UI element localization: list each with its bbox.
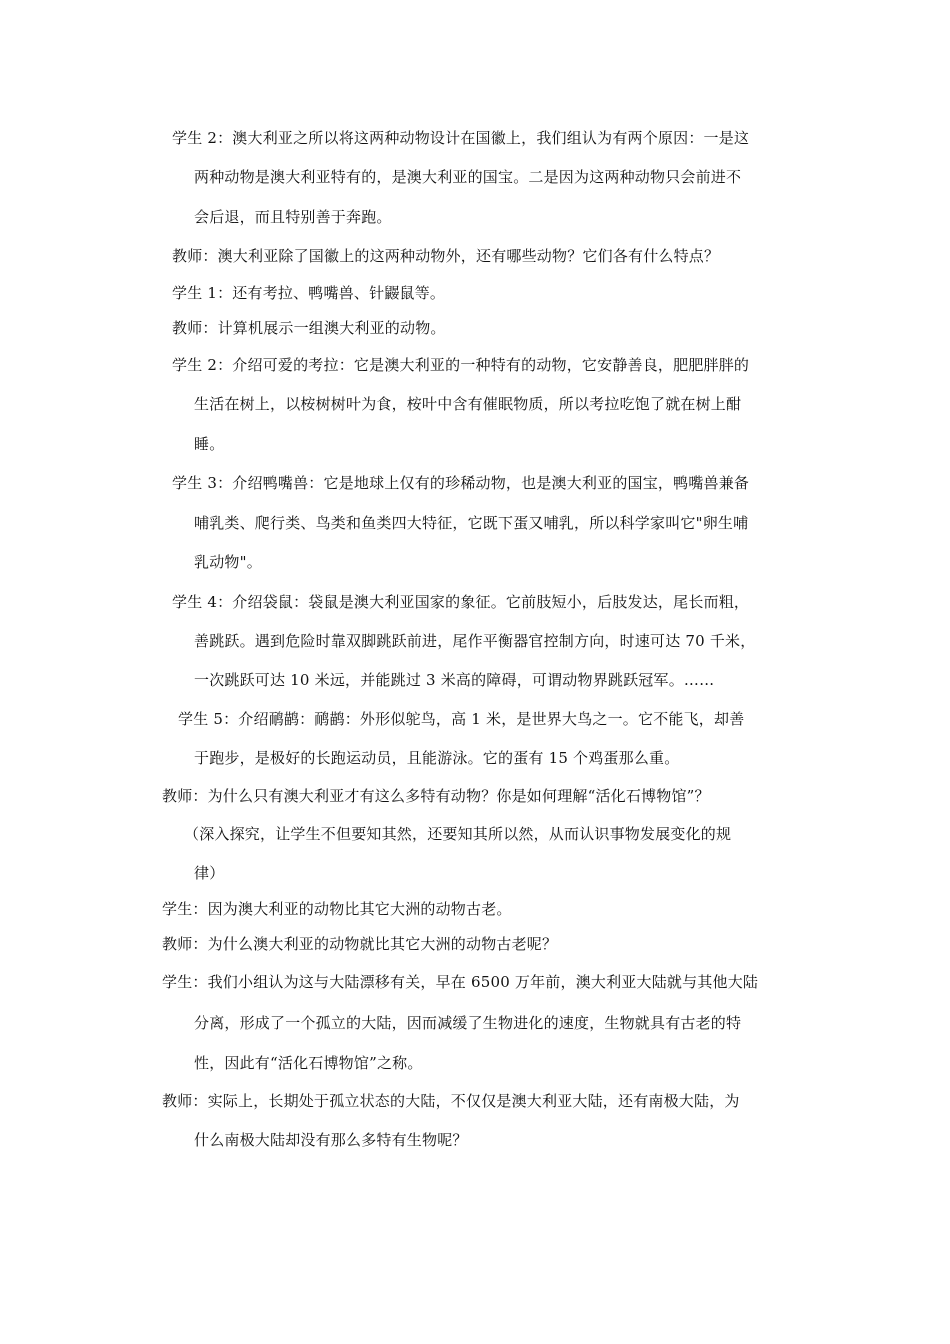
text-line: 学生 4：介绍袋鼠：袋鼠是澳大利亚国家的象征。它前肢短小，后肢发达，尾长而粗， xyxy=(172,593,750,611)
text-line: 分离，形成了一个孤立的大陆，因而减缓了生物进化的速度，生物就具有古老的特 xyxy=(194,1014,742,1032)
text-line: 睡。 xyxy=(194,435,225,453)
text-line: 学生 2：澳大利亚之所以将这两种动物设计在国徽上，我们组认为有两个原因：一是这 xyxy=(172,129,750,147)
text-line: 乳动物"。 xyxy=(194,553,262,571)
text-line: 学生 5：介绍鸸鹋：鸸鹋：外形似鸵鸟，高 1 米，是世界大鸟之一。它不能飞，却善 xyxy=(178,710,745,728)
text-line: （深入探究，让学生不但要知其然，还要知其所以然，从而认识事物发展变化的规 xyxy=(184,825,732,843)
text-line: 一次跳跃可达 10 米远，并能跳过 3 米高的障碍，可谓动物界跳跃冠军。…… xyxy=(194,671,715,689)
text-line: 律） xyxy=(194,864,225,882)
text-line: 学生：因为澳大利亚的动物比其它大洲的动物古老。 xyxy=(162,900,512,918)
text-line: 学生 3：介绍鸭嘴兽：它是地球上仅有的珍稀动物，也是澳大利亚的国宝，鸭嘴兽兼备 xyxy=(172,474,750,492)
text-line: 善跳跃。遇到危险时靠双脚跳跃前进，尾作平衡器官控制方向，时速可达 70 千米， xyxy=(194,632,756,650)
text-line: 教师：澳大利亚除了国徽上的这两种动物外，还有哪些动物？它们各有什么特点？ xyxy=(172,247,720,265)
text-line: 学生 2：介绍可爱的考拉：它是澳大利亚的一种特有的动物，它安静善良，肥肥胖胖的 xyxy=(172,356,750,374)
text-line: 哺乳类、爬行类、鸟类和鱼类四大特征，它既下蛋又哺乳，所以科学家叫它"卵生哺 xyxy=(194,514,749,532)
text-line: 教师：为什么只有澳大利亚才有这么多特有动物？你是如何理解“活化石博物馆”？ xyxy=(162,787,710,805)
text-line: 生活在树上，以桉树树叶为食，桉叶中含有催眠物质，所以考拉吃饱了就在树上酣 xyxy=(194,395,742,413)
text-line: 于跑步，是极好的长跑运动员，且能游泳。它的蛋有 15 个鸡蛋那么重。 xyxy=(194,749,680,767)
text-line: 什么南极大陆却没有那么多特有生物呢？ xyxy=(194,1131,468,1149)
text-line: 教师：为什么澳大利亚的动物就比其它大洲的动物古老呢？ xyxy=(162,935,558,953)
text-line: 教师：实际上，长期处于孤立状态的大陆，不仅仅是澳大利亚大陆，还有南极大陆，为 xyxy=(162,1092,740,1110)
text-line: 教师：计算机展示一组澳大利亚的动物。 xyxy=(172,319,446,337)
text-line: 学生：我们小组认为这与大陆漂移有关，早在 6500 万年前，澳大利亚大陆就与其他大陆 xyxy=(162,973,759,991)
text-line: 两种动物是澳大利亚特有的，是澳大利亚的国宝。二是因为这两种动物只会前进不 xyxy=(194,168,742,186)
text-line: 会后退，而且特别善于奔跑。 xyxy=(194,208,392,226)
text-line: 学生 1：还有考拉、鸭嘴兽、针鼹鼠等。 xyxy=(172,284,446,302)
text-line: 性，因此有“活化石博物馆”之称。 xyxy=(194,1054,423,1072)
